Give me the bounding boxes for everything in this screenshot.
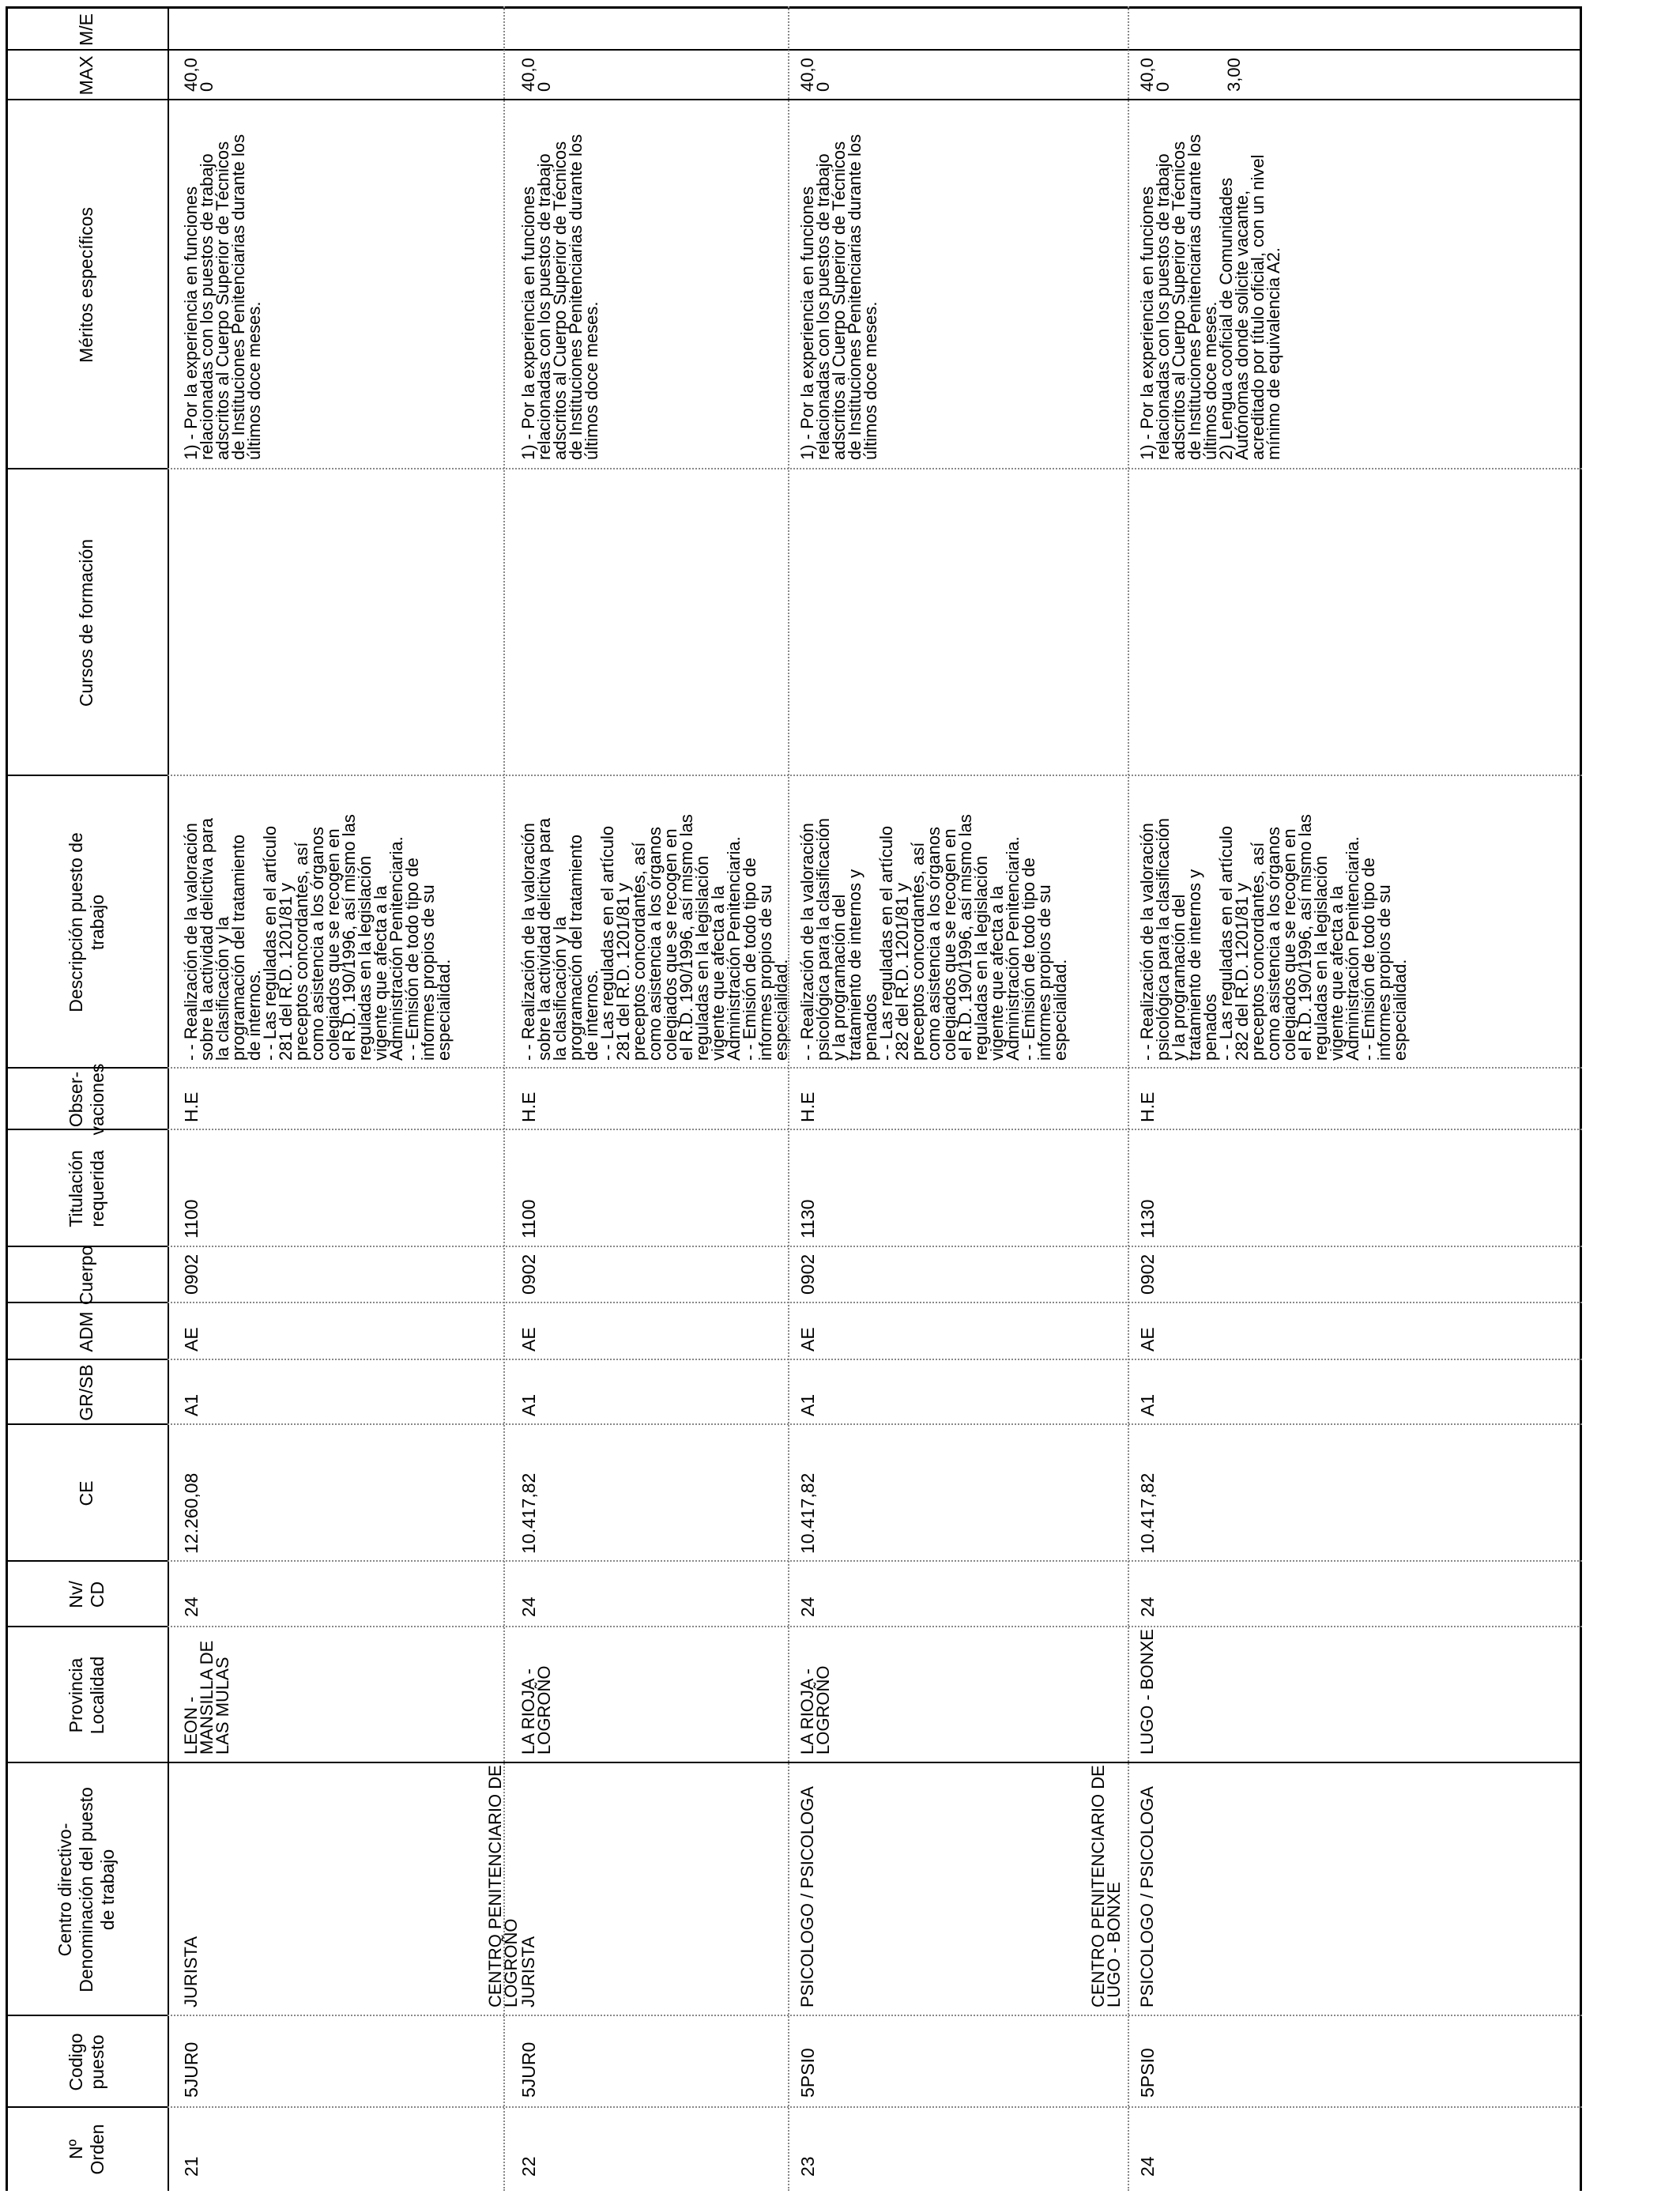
col-sep-dotted bbox=[168, 1626, 1582, 1627]
cell-cuerpo: 0902 bbox=[181, 1253, 202, 1295]
cell-adm: AE bbox=[1137, 1327, 1158, 1351]
header-me-label: M/E bbox=[76, 13, 96, 46]
cell-adm: AE bbox=[518, 1327, 539, 1351]
header-descripcion-label: Descripción puesto de trabajo bbox=[65, 832, 107, 1012]
cell-meritos: 1) - Por la experiencia en funciones relacionadas con los puestos de trabajo adscritos al Cuerpo Superior de Técnicos de Instituciones Penitenciarias durante los últimos doce meses. bbox=[518, 134, 601, 460]
header-cursos-label: Cursos de formación bbox=[76, 538, 96, 707]
header-descripcion bbox=[6, 776, 168, 1069]
row-separator bbox=[788, 6, 789, 2191]
col-sep-dotted bbox=[168, 468, 1582, 469]
header-separator bbox=[168, 6, 169, 2191]
cell-observaciones: H.E bbox=[181, 1091, 202, 1122]
header-cuerpo-label: Cuerpo bbox=[76, 1245, 96, 1306]
cell-provincia: LA RIOJA - LOGROÑO bbox=[518, 1665, 554, 1755]
cell-orden: 23 bbox=[797, 2156, 818, 2177]
col-sep-dotted bbox=[168, 1359, 1582, 1360]
cell-provincia: LA RIOJA - LOGROÑO bbox=[797, 1665, 833, 1755]
header-max bbox=[6, 51, 168, 100]
col-sep-dotted bbox=[168, 1560, 1582, 1562]
cell-nivel: 24 bbox=[797, 1596, 818, 1617]
cell-cuerpo: 0902 bbox=[797, 1253, 818, 1295]
cell-cuerpo: 0902 bbox=[518, 1253, 539, 1295]
cell-grupo: A1 bbox=[1137, 1393, 1158, 1416]
header-observaciones bbox=[6, 1063, 168, 1136]
header-adm-label: ADM bbox=[76, 1311, 96, 1352]
cell-adm: AE bbox=[797, 1327, 818, 1351]
cell-orden: 22 bbox=[518, 2156, 539, 2177]
cell-centro-heading: CENTRO PENITENCIARIO DE LOGROÑO bbox=[485, 1765, 521, 2007]
cell-codigo: 5JUR0 bbox=[181, 2041, 202, 2098]
col-sep-dotted bbox=[168, 2015, 1582, 2016]
header-titulacion bbox=[6, 1130, 168, 1247]
header-codigo bbox=[6, 2016, 168, 2108]
table-right-border bbox=[6, 6, 1582, 9]
cell-adm: AE bbox=[181, 1327, 202, 1351]
cell-nivel: 24 bbox=[1137, 1596, 1158, 1617]
cell-max: 40,0 0 bbox=[797, 58, 833, 92]
header-codigo-label: Codigo puesto bbox=[65, 2033, 107, 2091]
cell-max: 40,0 0 bbox=[181, 58, 217, 92]
header-cuerpo bbox=[6, 1245, 168, 1306]
cell-grupo: A1 bbox=[518, 1393, 539, 1416]
header-ce-label: CE bbox=[76, 1480, 96, 1506]
cell-orden: 24 bbox=[1137, 2156, 1158, 2177]
header-me bbox=[6, 9, 168, 51]
header-max-label: MAX bbox=[76, 55, 96, 96]
header-adm bbox=[6, 1303, 168, 1360]
cell-titulacion: 1100 bbox=[181, 1199, 202, 1238]
cell-codigo: 5JUR0 bbox=[518, 2041, 539, 2098]
cell-observaciones: H.E bbox=[797, 1091, 818, 1122]
col-sep-dotted bbox=[168, 1423, 1582, 1425]
col-sep-dotted bbox=[168, 1067, 1582, 1069]
cell-puesto: PSICOLOGO / PSICOLOGA bbox=[1137, 1786, 1157, 2007]
col-sep bbox=[6, 49, 1582, 51]
header-meritos-label: Méritos específicos bbox=[76, 207, 96, 363]
rpt-table bbox=[6, 6, 1582, 2191]
cell-meritos: 1) - Por la experiencia en funciones relacionadas con los puestos de trabajo adscritos al Cuerpo Superior de Técnicos de Instituciones Penitenciarias durante los últimos doce meses. bbox=[181, 134, 264, 460]
header-centro-label: Centro directivo- Denominación del puesto de trabajo bbox=[55, 1787, 118, 1992]
header-meritos bbox=[6, 100, 168, 469]
header-titulacion-label: Titulación requerida bbox=[65, 1150, 107, 1227]
cell-observaciones: H.E bbox=[1137, 1091, 1158, 1122]
cell-titulacion: 1100 bbox=[518, 1199, 539, 1238]
header-centro bbox=[6, 1763, 168, 2016]
col-sep-dotted bbox=[168, 775, 1582, 776]
col-sep-dotted bbox=[168, 1129, 1582, 1130]
header-orden bbox=[6, 2108, 168, 2191]
header-observaciones-label: Obser- vaciones bbox=[65, 1063, 107, 1136]
cell-provincia: LEON - MANSILLA DE LAS MULAS bbox=[181, 1640, 232, 1755]
header-ce bbox=[6, 1425, 168, 1562]
cell-grupo: A1 bbox=[797, 1393, 818, 1416]
cell-orden: 21 bbox=[181, 2156, 202, 2177]
header-grupo bbox=[6, 1360, 168, 1425]
col-sep-dotted bbox=[168, 2106, 1582, 2108]
header-nivel bbox=[6, 1562, 168, 1627]
cell-cuerpo: 0902 bbox=[1137, 1253, 1158, 1295]
cell-max: 40,0 0 bbox=[518, 58, 554, 92]
cell-meritos: 1) - Por la experiencia en funciones relacionadas con los puestos de trabajo adscritos al Cuerpo Superior de Técnicos de Instituciones Penitenciarias durante los últimos doce meses. 2) Lengua cooficial de Comunidades Autónomas donde solicite vacante, acreditado por título oficial, con un nivel mínimo de equivalencia A2. bbox=[1137, 134, 1283, 460]
cell-ce: 10.417,82 bbox=[797, 1472, 818, 1554]
col-sep bbox=[6, 1762, 1582, 1763]
cell-max-2: 3,00 bbox=[1224, 58, 1244, 92]
cell-ce: 10.417,82 bbox=[518, 1472, 539, 1554]
col-sep-dotted bbox=[168, 1246, 1582, 1247]
cell-codigo: 5PSI0 bbox=[797, 2048, 818, 2098]
col-sep bbox=[6, 99, 1582, 100]
header-orden-label: Nº Orden bbox=[65, 2124, 107, 2175]
cell-nivel: 24 bbox=[181, 1596, 202, 1617]
cell-max: 40,0 0 bbox=[1137, 58, 1173, 92]
cell-descripcion: - - Realización de la valoración sobre la actividad delictiva para la clasificación y la programación del tratamiento de internos. - - Las reguladas en el artículo 281 del R.D. 1201/81 y preceptos concordantes, así como asistencia a los órganos colegiados que se recogen en el R.D. 190/1996, así mismo las reguladas en la legislación vigente que afecta a la Administración Penitenciaria. - - Emisión de todo tipo de informes propios de su especialidad. bbox=[518, 814, 791, 1061]
cell-nivel: 24 bbox=[518, 1596, 539, 1617]
cell-descripcion: - - Realización de la valoración psicológica para la clasificación y la programación del tratamiento de internos y penados - - Las reguladas en el artículo 282 del R.D. 1201/81 y preceptos concordantes, así como asistencia a los órganos colegiados que se recogen en el R.D. 190/1996, así mismo las reguladas en la legislación vigente que afecta a la Administración Penitenciaria. - - Emisión de todo tipo de informes propios de su especialidad. bbox=[1137, 814, 1410, 1061]
header-cursos bbox=[6, 469, 168, 776]
table-bottom-border bbox=[1580, 6, 1582, 2191]
cell-puesto: PSICOLOGO / PSICOLOGA bbox=[797, 1786, 817, 2007]
header-provincia bbox=[6, 1627, 168, 1763]
cell-titulacion: 1130 bbox=[797, 1199, 818, 1238]
col-sep-dotted bbox=[168, 1302, 1582, 1303]
cell-grupo: A1 bbox=[181, 1393, 202, 1416]
cell-provincia: LUGO - BONXE bbox=[1137, 1629, 1157, 1755]
cell-descripcion: - - Realización de la valoración psicológica para la clasificación y la programación del tratamiento de internos y penados - - Las reguladas en el artículo 282 del R.D. 1201/81 y preceptos concordantes, así como asistencia a los órganos colegiados que se recogen en el R.D. 190/1996, así mismo las reguladas en la legislación vigente que afecta a la Administración Penitenciaria. - - Emisión de todo tipo de informes propios de su especialidad. bbox=[797, 814, 1070, 1061]
cell-descripcion: - - Realización de la valoración sobre la actividad delictiva para la clasificación y la programación del tratamiento de internos. - - Las reguladas en el artículo 281 del R.D. 1201/81 y preceptos concordantes, así como asistencia a los órganos colegiados que se recogen en el R.D. 190/1996, así mismo las reguladas en la legislación vigente que afecta a la Administración Penitenciaria. - - Emisión de todo tipo de informes propios de su especialidad. bbox=[181, 814, 454, 1061]
row-separator bbox=[1128, 6, 1129, 2191]
cell-meritos: 1) - Por la experiencia en funciones relacionadas con los puestos de trabajo adscritos al Cuerpo Superior de Técnicos de Instituciones Penitenciarias durante los últimos doce meses. bbox=[797, 134, 880, 460]
cell-titulacion: 1130 bbox=[1137, 1199, 1158, 1238]
cell-ce: 12.260,08 bbox=[181, 1472, 202, 1554]
header-provincia-label: Provincia Localidad bbox=[65, 1656, 107, 1735]
cell-puesto: JURISTA bbox=[518, 1936, 538, 2007]
header-grupo-label: GR/SB bbox=[76, 1364, 96, 1421]
cell-codigo: 5PSI0 bbox=[1137, 2048, 1158, 2098]
header-nivel-label: Nv/ CD bbox=[65, 1581, 107, 1608]
cell-centro-heading: CENTRO PENITENCIARIO DE LUGO - BONXE bbox=[1088, 1765, 1124, 2007]
cell-puesto: JURISTA bbox=[181, 1936, 201, 2007]
cell-ce: 10.417,82 bbox=[1137, 1472, 1158, 1554]
cell-observaciones: H.E bbox=[518, 1091, 539, 1122]
